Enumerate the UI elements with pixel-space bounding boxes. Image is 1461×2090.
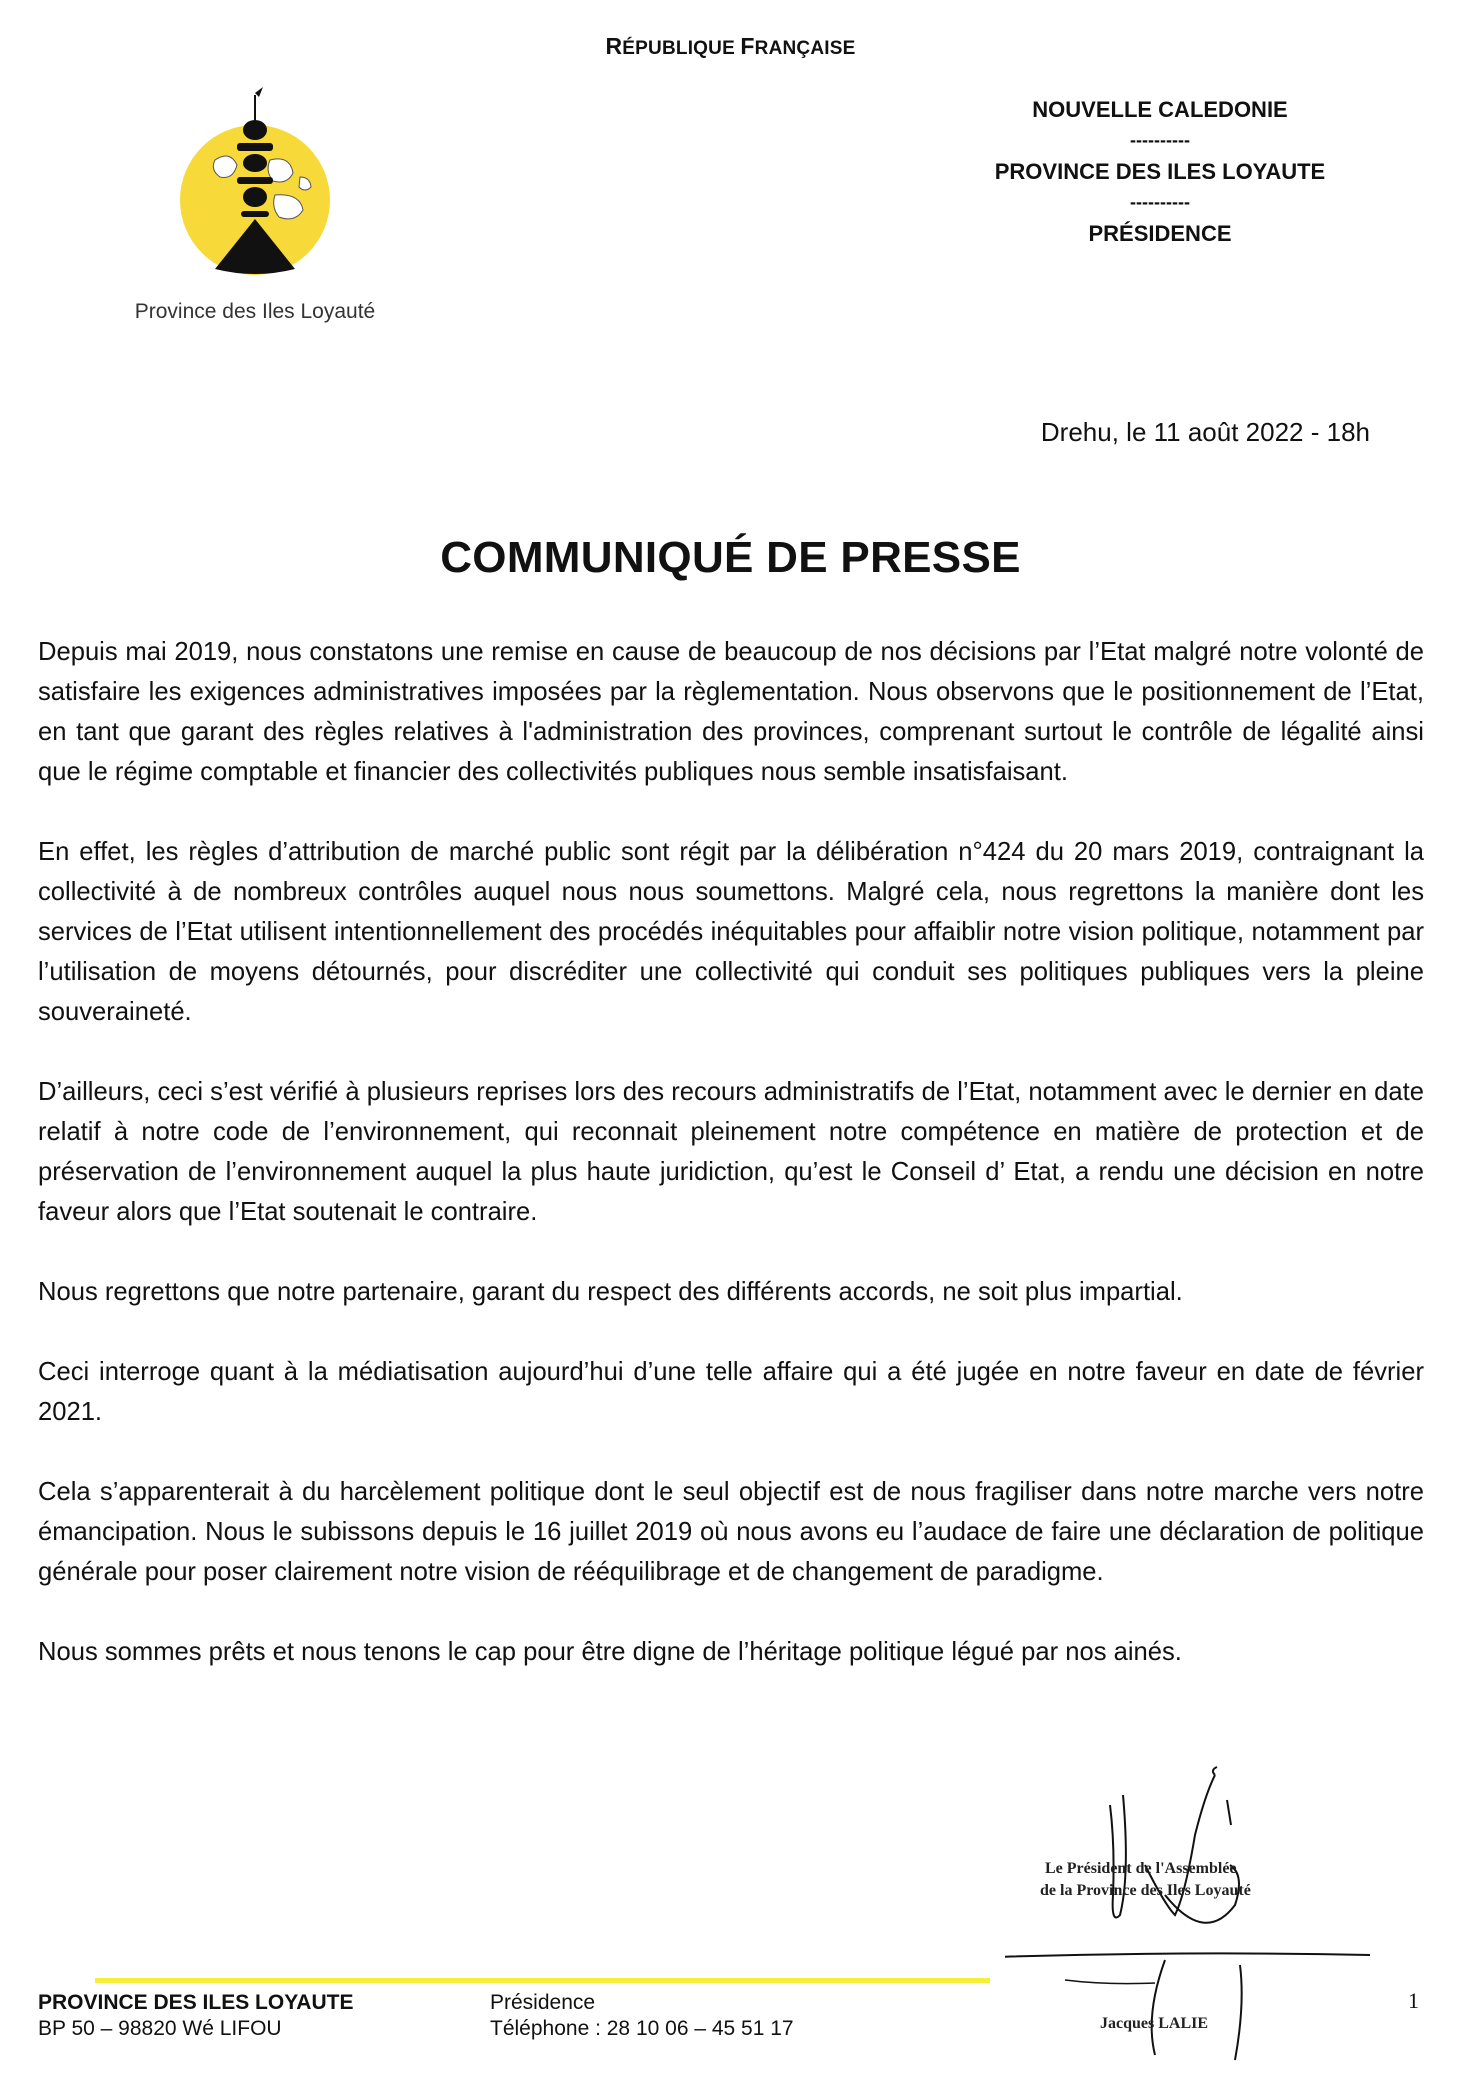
republique-francaise-header: RÉPUBLIQUE FRANÇAISE	[605, 33, 856, 59]
footer-phone: Téléphone : 28 10 06 – 45 51 17	[490, 2017, 794, 2040]
document-body	[38, 632, 1424, 1712]
header-country: NOUVELLE CALEDONIE	[1032, 97, 1288, 122]
footer-divider	[95, 1978, 990, 1983]
footer-contact-block	[490, 1990, 794, 2042]
issuer-header	[960, 94, 1360, 249]
paragraph: Nous regrettons que notre partenaire, garant du respect des différents accords, ne soit plus impartial.	[38, 1278, 1183, 1306]
header-separator: ----------	[1130, 192, 1190, 212]
paragraph: Cela s’apparenterait à du harcèlement politique dont le seul objectif est de nous fragiliser dans notre marche vers notre émancipation. Nous le subissons depuis le 16 juillet 2019 où nous avons eu l’audace de faire une déclaration de politique générale pour poser clairement notre vision de rééquilibrage et de changement de paradigme.	[38, 1478, 1424, 1586]
paragraph: Ceci interroge quant à la médiatisation aujourd’hui d’une telle affaire qui a été jugée en notre faveur en date de février 2021.	[38, 1358, 1424, 1426]
paragraph: Nous sommes prêts et nous tenons le cap pour être digne de l’héritage politique légué par nos ainés.	[38, 1638, 1182, 1666]
paragraph: Depuis mai 2019, nous constatons une remise en cause de beaucoup de nos décisions par l’Etat malgré notre volonté de satisfaire les exigences administratives imposées par la règlementation. Nous observons que le positionnement de l’Etat, en tant que garant des règles relatives à l'administration des provinces, comprenant surtout le contrôle de légalité ainsi que le régime comptable et financier des collectivités publiques nous semble insatisfaisant.	[38, 638, 1424, 786]
date-line: Drehu, le 11 août 2022 - 18h	[1040, 417, 1370, 447]
signatory-name: Jacques LALIE	[1100, 2015, 1209, 2032]
paragraph: D’ailleurs, ceci s’est vérifié à plusieurs reprises lors des recours administratifs de l’Etat, notamment avec le dernier en date relatif à notre code de l’environnement, qui reconnait pleinement notre compétence en matière de protection et de préservation de l’environnement auquel la plus haute juridiction, qu’est le Conseil d’ Etat, a rendu une décision en notre faveur alors que l’Etat soutenait le contraire.	[38, 1078, 1424, 1226]
footer-org: PROVINCE DES ILES LOYAUTE	[38, 1991, 354, 2014]
paragraph: En effet, les règles d’attribution de marché public sont régit par la délibération n°424 du 20 mars 2019, contraignant la collectivité à de nombreux contrôles auquel nous nous soumettons. Malgré cela, nous regrettons la manière dont les services de l’Etat utilisent intentionnellement des procédés inéquitables pour affaiblir notre vision politique, notamment par l’utilisation de moyens détournés, pour discréditer une collectivité qui conduit ses politiques publiques vers la pleine souveraineté.	[38, 838, 1424, 1026]
province-emblem-icon	[175, 85, 335, 285]
signature-stamp-line: Le Président de l'Assemblée	[1045, 1860, 1237, 1877]
footer-address-block	[38, 1990, 353, 2042]
logo-caption: Province des Iles Loyauté	[134, 300, 376, 323]
footer-dept: Présidence	[490, 1991, 596, 2014]
header-separator: ----------	[1130, 130, 1190, 150]
signature-stamp-line: de la Province des Iles Loyauté	[1040, 1882, 1251, 1899]
document-title: COMMUNIQUÉ DE PRESSE	[440, 533, 1021, 582]
header-province: PROVINCE DES ILES LOYAUTE	[994, 159, 1326, 184]
footer-address: BP 50 – 98820 Wé LIFOU	[38, 2017, 282, 2040]
page-number: 1	[1408, 1988, 1419, 2013]
header-presidence: PRÉSIDENCE	[1088, 221, 1232, 246]
